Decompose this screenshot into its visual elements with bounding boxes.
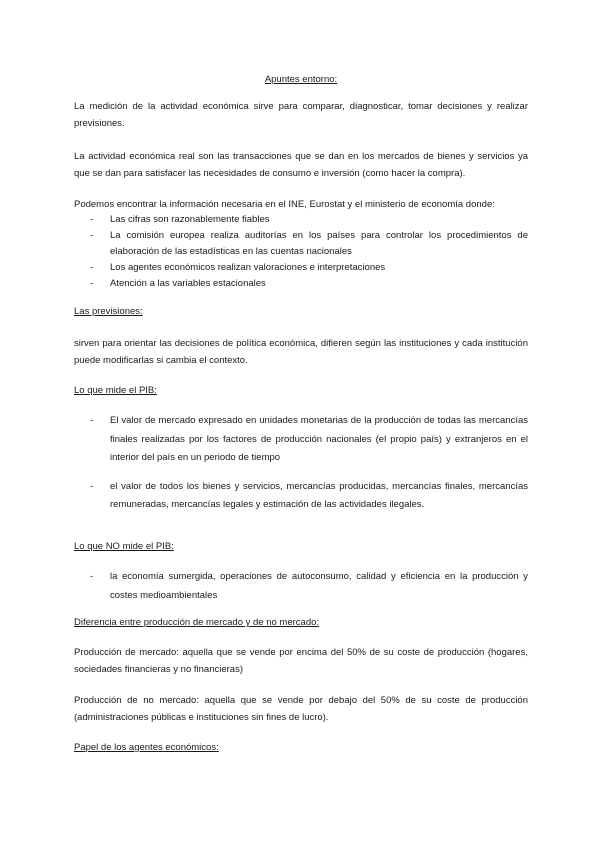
paragraph-produccion-no-mercado: Producción de no mercado: aquella que se vende por debajo del 50% de su coste de producción (administraciones públicas e instituciones sin fines de lucro).: [74, 695, 528, 723]
list-item: - La comisión europea realiza auditorías en los países para controlar los procedimientos de elaboración de las estadísticas en las cuentas nacionales: [74, 228, 528, 260]
list-item: - el valor de todos los bienes y servicios, mercancías producidas, mercancías finales, mercancías remuneradas, mercancías legales y estimación de las actividades ilegales.: [74, 478, 528, 515]
heading-lo-que-no-mide: Lo que NO mide el PIB:: [74, 541, 174, 552]
list-item: - El valor de mercado expresado en unidades monetarias de la producción de todas las mercancías finales realizadas por los factores de producción nacionales (el propio país) y extranjeros en el interior del país en un periodo de tiempo: [74, 412, 528, 468]
heading-papel-agentes: Papel de los agentes económicos:: [74, 742, 219, 753]
mide-bullet-list: [74, 412, 528, 515]
paragraph-fuentes: Podemos encontrar la información necesaria en el INE, Eurostat y el ministerio de economía donde:: [74, 199, 495, 210]
no-mide-bullet-list: [74, 568, 528, 605]
list-item: - Atención a las variables estacionales: [74, 276, 528, 292]
heading-previsiones: Las previsiones:: [74, 306, 143, 317]
heading-diferencia: Diferencia entre producción de mercado y de no mercado:: [74, 617, 320, 628]
list-item: - Las cifras son razonablemente fiables: [74, 212, 528, 228]
paragraph-produccion-mercado: Producción de mercado: aquella que se vende por encima del 50% de su coste de producción (hogares, sociedades financieras y no financieras): [74, 647, 528, 675]
info-bullet-list: [74, 212, 528, 292]
list-item: - la economía sumergida, operaciones de autoconsumo, calidad y eficiencia en la producción y costes medioambientales: [74, 568, 528, 605]
paragraph-medicion: La medición de la actividad económica sirve para comparar, diagnosticar, tomar decisiones y realizar previsiones.: [74, 101, 528, 129]
page-title: Apuntes entorno:: [264, 74, 338, 85]
list-item: - Los agentes económicos realizan valoraciones e interpretaciones: [74, 260, 528, 276]
paragraph-previsiones: sirven para orientar las decisiones de política económica, difieren según las instituciones y cada institución puede modificarlas si cambia el contexto.: [74, 338, 528, 366]
paragraph-actividad-real: La actividad económica real son las transacciones que se dan en los mercados de bienes y servicios ya que se dan para satisfacer las necesidades de consumo e inversión (como hacer la compra).: [74, 151, 528, 179]
heading-lo-que-mide: Lo que mide el PIB:: [74, 385, 157, 396]
